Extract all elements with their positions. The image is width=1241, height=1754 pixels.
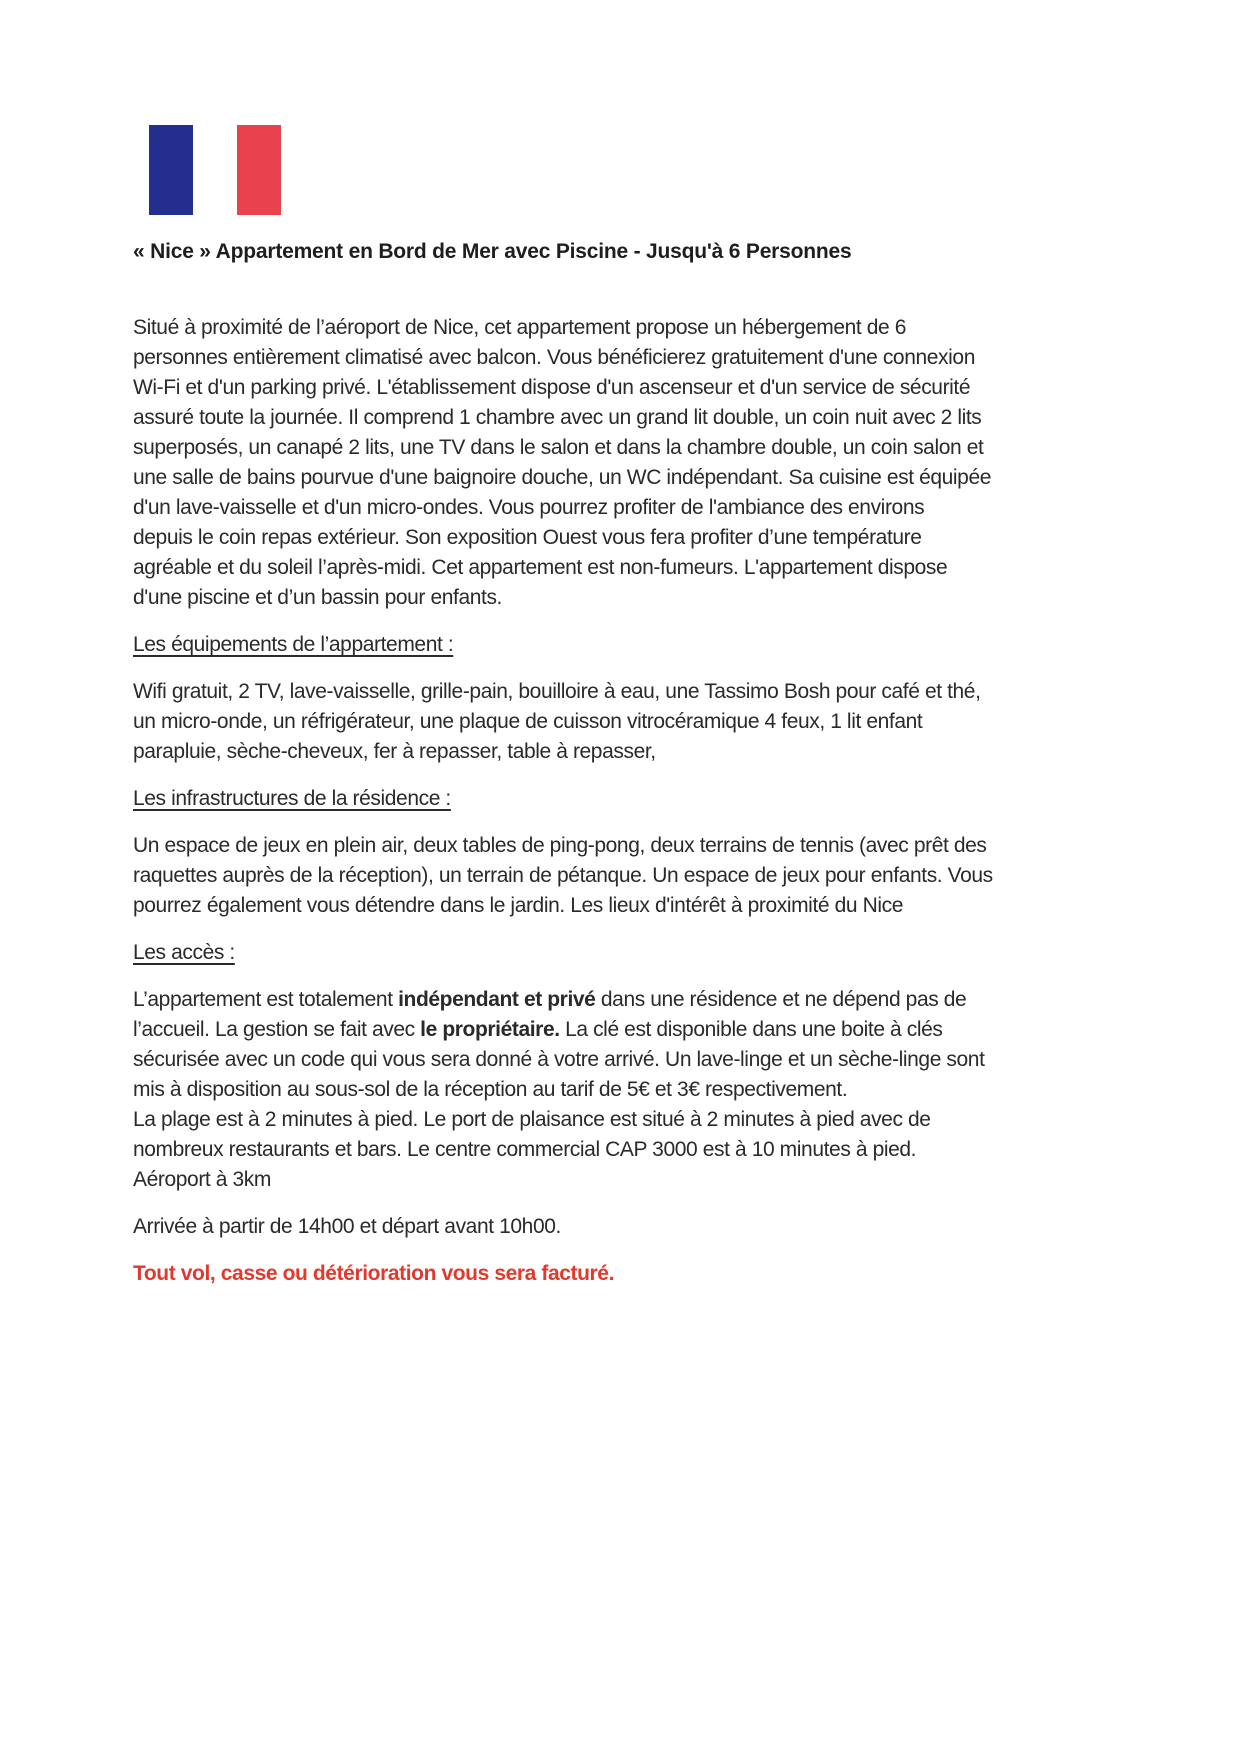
access-heading: Les accès : [133, 941, 235, 964]
flag-white-stripe [193, 125, 237, 215]
access-paragraph: L’appartement est totalement indépendant et privé dans une résidence et ne dépend pas de l’accueil. La gestion se fait avec le propriétaire. La clé est disponible dans une boite à clés sécurisée avec un code qui vous sera donné à votre arrivé. Un lave-linge et un sèche-linge sont mis à disposition au sous-sol de la réception au tarif de 5€ et 3€ respectivement. La plage est à 2 minutes à pied. Le port de plaisance est situé à 2 minutes à pied avec de nombreux restaurants et bars. Le centre commercial CAP 3000 est à 10 minutes à pied. Aéroport à 3km [133, 988, 985, 1191]
equipments-heading: Les équipements de l’appartement : [133, 633, 454, 656]
french-flag [149, 125, 281, 215]
infrastructures-heading: Les infrastructures de la résidence : [133, 787, 451, 810]
equipments-paragraph: Wifi gratuit, 2 TV, lave-vaisselle, grille-pain, bouilloire à eau, une Tassimo Bosh pour café et thé, un micro-onde, un réfrigérateur, une plaque de cuisson vitrocéramique 4 feux, 1 lit enfant parapluie, sèche-cheveux, fer à repasser, table à repasser, [133, 680, 981, 763]
listing-title: « Nice » Appartement en Bord de Mer avec Piscine - Jusqu'à 6 Personnes [133, 240, 852, 263]
warning-paragraph: Tout vol, casse ou détérioration vous sera facturé. [133, 1262, 615, 1285]
flag-red-stripe [237, 125, 281, 215]
infrastructures-paragraph: Un espace de jeux en plein air, deux tables de ping-pong, deux terrains de tennis (avec prêt des raquettes auprès de la réception), un terrain de pétanque. Un espace de jeux pour enfants. Vous pourrez également vous détendre dans le jardin. Les lieux d'intérêt à proximité du Nice [133, 834, 993, 917]
checkin-checkout-paragraph: Arrivée à partir de 14h00 et départ avant 10h00. [133, 1215, 561, 1238]
intro-paragraph: Situé à proximité de l’aéroport de Nice, cet appartement propose un hébergement de 6 personnes entièrement climatisé avec balcon. Vous bénéficierez gratuitement d'une connexion Wi-Fi et d'un parking privé. L'établissement dispose d'un ascenseur et d'un service de sécurité assuré toute la journée. Il comprend 1 chambre avec un grand lit double, un coin nuit avec 2 lits superposés, un canapé 2 lits, une TV dans le salon et dans la chambre double, un coin salon et une salle de bains pourvue d'une baignoire douche, un WC indépendant. Sa cuisine est équipée d'un lave-vaisselle et d'un micro-ondes. Vous pourrez profiter de l'ambiance des environs depuis le coin repas extérieur. Son exposition Ouest vous fera profiter d’une température agréable et du soleil l’après-midi. Cet appartement est non-fumeurs. L'appartement dispose d'une piscine et d’un bassin pour enfants. [133, 316, 992, 609]
flag-blue-stripe [149, 125, 193, 215]
